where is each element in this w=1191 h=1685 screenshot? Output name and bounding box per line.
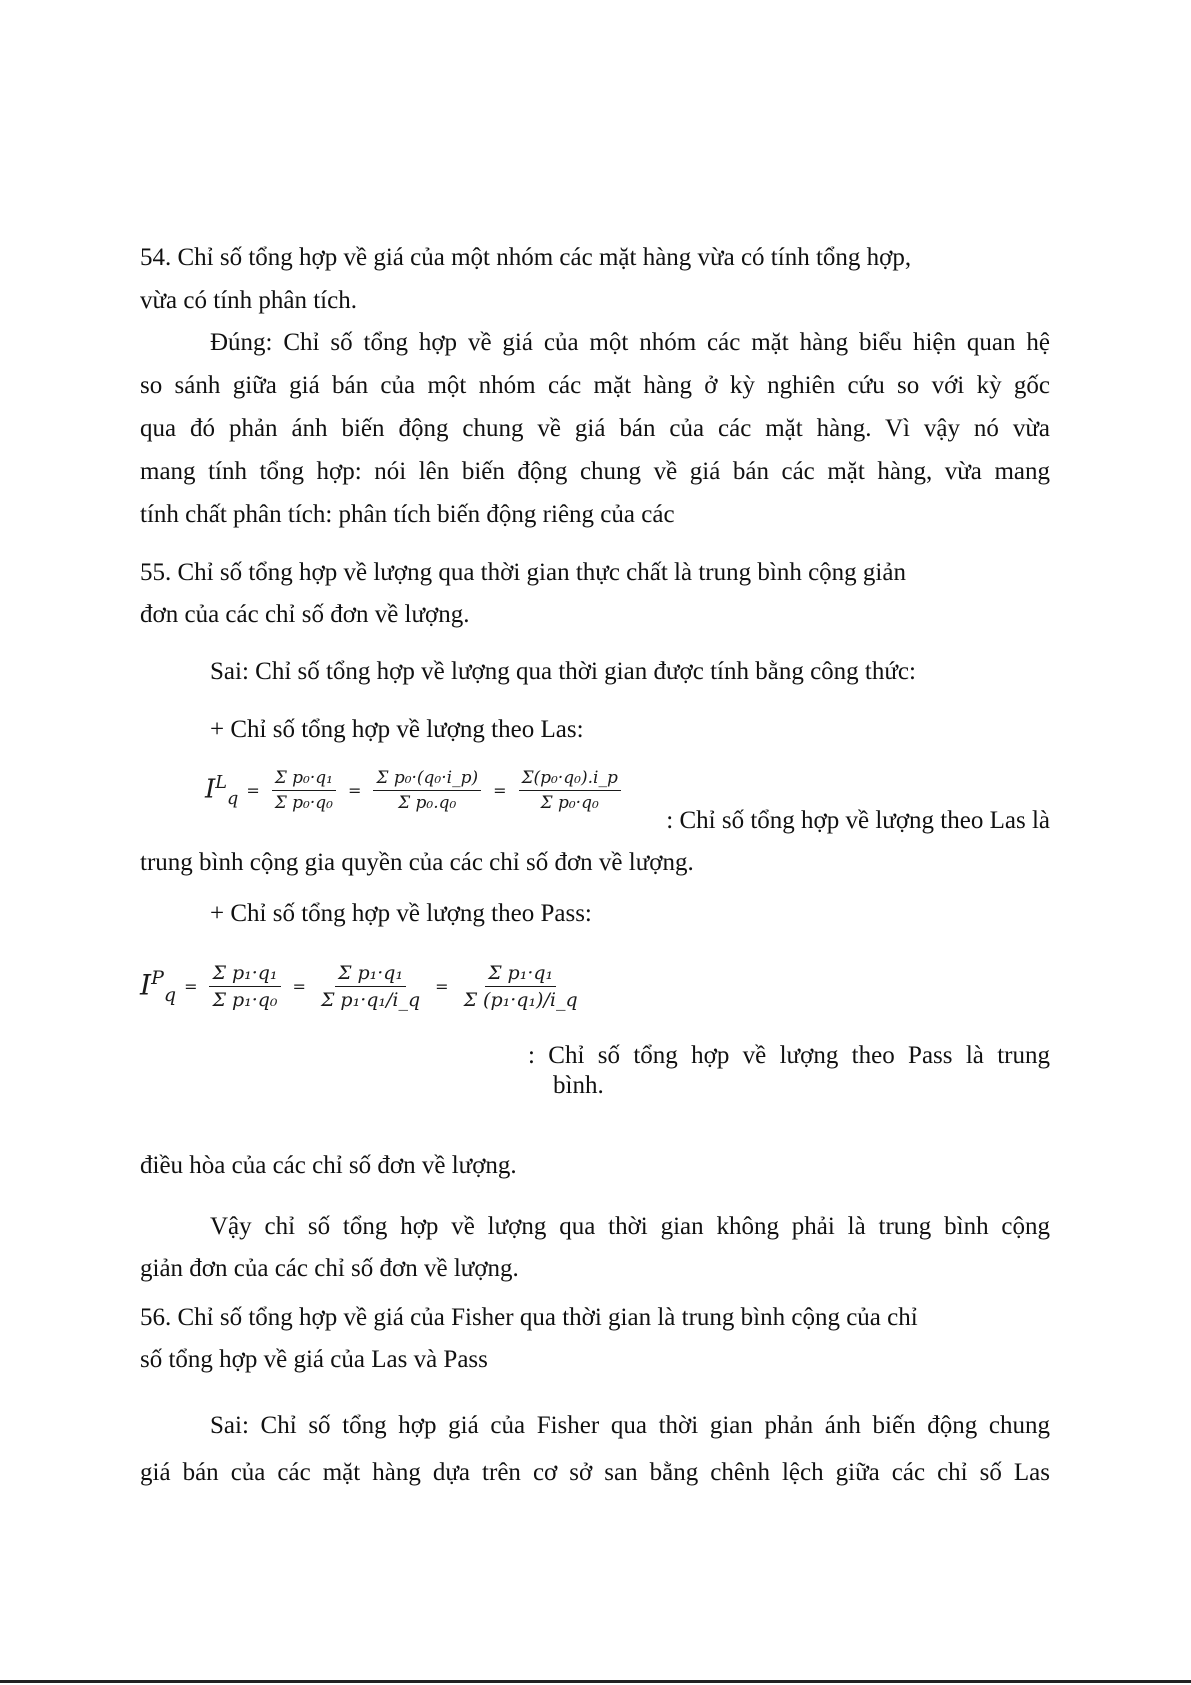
pass-symbol: $I^P_q$ [140,967,177,1006]
q54-answer-line2: so sánh giữa giá bán của một nhóm các mặt hàng ở kỳ nghiên cứu so với kỳ gốc [140,372,1050,399]
q56-statement-line1: 56. Chỉ số tổng hợp về giá của Fisher qua thời gian là trung bình cộng của chỉ [140,1304,918,1331]
q54-answer-line4: mang tính tổng hợp: nói lên biến động chung về giá bán các mặt hàng, vừa mang [140,458,1050,485]
q55-answer-intro: Sai: Chỉ số tổng hợp về lượng qua thời gian được tính bằng công thức: [210,658,916,685]
las-fraction-3: $\frac{\text{Σ(p₀·q₀).i\_p}}{\text{Σ p₀·q₀}}$ [519,768,621,813]
las-formula: $I^L_q$ = $\frac{\text{Σ p₀·q₁}}{\text{Σ p₀·q₀}}$ = $\frac{\text{Σ p₀·(q₀·i\_p)}}{\text{Σ p₀.q₀}}$ = $\frac{\text{Σ(p₀·q₀).i\_p}}{\text{Σ p₀·q₀}}$ [205,768,625,813]
q54-answer-line5: tính chất phân tích: phân tích biến động riêng của các [140,501,675,528]
q55-pass-heading: + Chỉ số tổng hợp về lượng theo Pass: [210,900,592,927]
q56-answer-line1: Sai: Chỉ số tổng hợp giá của Fisher qua thời gian phản ánh biến động chung [210,1412,1050,1439]
q54-statement-line1: 54. Chỉ số tổng hợp về giá của một nhóm các mặt hàng vừa có tính tổng hợp, [140,244,912,271]
q55-statement-line2: đơn của các chỉ số đơn về lượng. [140,601,470,628]
q54-answer-line1: Đúng: Chỉ số tổng hợp về giá của một nhóm các mặt hàng biểu hiện quan hệ [210,329,1050,356]
pass-fraction-3: $\frac{\text{Σ p₁·q₁}}{\text{Σ (p₁·q₁)/i\_q}}$ [463,962,578,1011]
q55-statement-line1: 55. Chỉ số tổng hợp về lượng qua thời gian thực chất là trung bình cộng giản [140,559,906,586]
pass-comment-line1: : Chỉ số tổng hợp về lượng theo Pass là trung [528,1042,1050,1069]
pass-formula: $I^P_q$ = $\frac{\text{Σ p₁·q₁}}{\text{Σ p₁·q₀}}$ = $\frac{\text{Σ p₁·q₁}}{\text{Σ p₁·q₁/i\_q}}$ = $\frac{\text{Σ p₁·q₁}}{\text{Σ (p₁·q₁)/i\_q}}$ [140,962,585,1011]
q55-las-heading: + Chỉ số tổng hợp về lượng theo Las: [210,716,584,743]
las-comment-line2: trung bình cộng gia quyền của các chỉ số đơn về lượng. [140,849,694,876]
pass-comment-line2: bình. [553,1072,604,1099]
q56-statement-line2: số tổng hợp về giá của Las và Pass [140,1346,488,1373]
q54-answer-line3: qua đó phản ánh biến động chung về giá bán của các mặt hàng. Vì vậy nó vừa [140,415,1050,442]
pass-comment-line3: điều hòa của các chỉ số đơn về lượng. [140,1152,517,1179]
las-comment-line1: : Chỉ số tổng hợp về lượng theo Las là [666,807,1050,834]
las-fraction-2: $\frac{\text{Σ p₀·(q₀·i\_p)}}{\text{Σ p₀.q₀}}$ [373,768,481,813]
las-symbol: $I^L_q$ [205,772,239,809]
q54-statement-line2: vừa có tính phân tích. [140,287,357,314]
las-fraction-1: $\frac{\text{Σ p₀·q₁}}{\text{Σ p₀·q₀}}$ [272,768,336,813]
pass-fraction-1: $\frac{\text{Σ p₁·q₁}}{\text{Σ p₁·q₀}}$ [209,962,280,1011]
q55-conclusion-line2: giản đơn của các chỉ số đơn về lượng. [140,1255,519,1282]
page-bottom-rule [0,1680,1191,1683]
q55-conclusion-line1: Vậy chỉ số tổng hợp về lượng qua thời gian không phải là trung bình cộng [210,1213,1050,1240]
pass-fraction-2: $\frac{\text{Σ p₁·q₁}}{\text{Σ p₁·q₁/i\_q}}$ [320,962,421,1011]
q56-answer-line2: giá bán của các mặt hàng dựa trên cơ sở san bằng chênh lệch giữa các chỉ số Las [140,1459,1050,1486]
